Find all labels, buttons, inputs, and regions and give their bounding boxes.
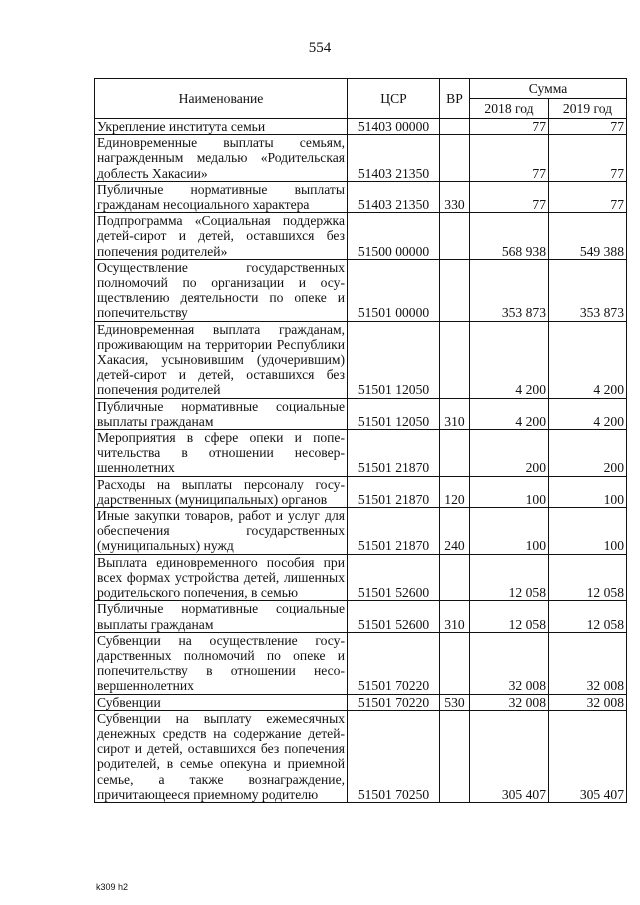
cell-name: Публичные нормативные социальные выплаты гражданам — [95, 601, 348, 632]
cell-csr: 51501 12050 — [348, 321, 440, 398]
cell-amount-2019: 305 407 — [549, 710, 627, 802]
cell-amount-2019: 77 — [549, 119, 627, 135]
cell-vr — [440, 259, 470, 321]
table-row — [95, 213, 627, 260]
cell-vr — [440, 430, 470, 477]
header-year-2018: 2018 год — [470, 99, 549, 119]
table-row — [95, 398, 627, 429]
cell-csr: 51501 52600 — [348, 554, 440, 601]
cell-amount-2019: 77 — [549, 181, 627, 212]
table-row — [95, 181, 627, 212]
cell-csr: 51501 21870 — [348, 430, 440, 477]
cell-vr — [440, 554, 470, 601]
cell-amount-2019: 12 058 — [549, 554, 627, 601]
cell-amount-2019: 4 200 — [549, 321, 627, 398]
table-row — [95, 508, 627, 555]
cell-amount-2019: 100 — [549, 476, 627, 507]
cell-amount-2018: 77 — [470, 119, 549, 135]
cell-amount-2019: 32 008 — [549, 694, 627, 710]
footer-code: k309 h2 — [96, 882, 129, 892]
cell-name: Выплата единовременного пособия при всех формах устройства детей, лишенных родительского попечения, в семью — [95, 554, 348, 601]
cell-csr: 51403 21350 — [348, 181, 440, 212]
cell-name: Осуществление государственных полномочий по организации и осуществлению деятельности по опеке и попечительству — [95, 259, 348, 321]
cell-amount-2019: 32 008 — [549, 632, 627, 694]
cell-name: Субвенции на осуществление государственных полномочий по опеке и попечительству в отношении несовершеннолетних — [95, 632, 348, 694]
cell-amount-2019: 12 058 — [549, 601, 627, 632]
cell-amount-2019: 353 873 — [549, 259, 627, 321]
cell-name: Подпрограмма «Социальная поддержка детей-сирот и детей, оставшихся без попечения родителей» — [95, 213, 348, 260]
table-row — [95, 119, 627, 135]
cell-name: Единовременная выплата гражданам, проживающим на территории Республики Хакасия, усыновившим (удочерившим) детей-сирот и детей, оставшихся без попечения родителей — [95, 321, 348, 398]
cell-vr: 310 — [440, 398, 470, 429]
cell-amount-2019: 549 388 — [549, 213, 627, 260]
cell-amount-2018: 77 — [470, 181, 549, 212]
table-row — [95, 259, 627, 321]
table-body — [95, 119, 627, 803]
cell-vr — [440, 213, 470, 260]
cell-csr: 51403 21350 — [348, 135, 440, 182]
cell-csr: 51501 21870 — [348, 476, 440, 507]
cell-amount-2018: 568 938 — [470, 213, 549, 260]
table-row — [95, 430, 627, 477]
cell-amount-2018: 4 200 — [470, 321, 549, 398]
cell-name: Субвенции на выплату ежемесячных денежных средств на содержание детей-сирот и детей, оставшихся без попечения родителей, в семье опекуна и приемной семье, а также вознаграждение, причитающееся приемному родителю — [95, 710, 348, 802]
cell-vr: 310 — [440, 601, 470, 632]
cell-csr: 51501 00000 — [348, 259, 440, 321]
cell-amount-2018: 12 058 — [470, 601, 549, 632]
cell-csr: 51403 00000 — [348, 119, 440, 135]
table-header — [95, 79, 627, 119]
cell-amount-2019: 77 — [549, 135, 627, 182]
cell-vr: 120 — [440, 476, 470, 507]
table-row — [95, 694, 627, 710]
cell-name: Иные закупки товаров, работ и услуг для обеспечения государственных (муниципальных) нужд — [95, 508, 348, 555]
cell-csr: 51501 70250 — [348, 710, 440, 802]
cell-vr — [440, 321, 470, 398]
cell-csr: 51501 12050 — [348, 398, 440, 429]
table-row — [95, 321, 627, 398]
header-sum: Сумма — [470, 79, 627, 99]
cell-amount-2018: 100 — [470, 508, 549, 555]
cell-amount-2019: 100 — [549, 508, 627, 555]
cell-amount-2019: 4 200 — [549, 398, 627, 429]
table-row — [95, 601, 627, 632]
cell-vr — [440, 632, 470, 694]
table-row — [95, 135, 627, 182]
header-name: Наименование — [95, 79, 348, 119]
cell-amount-2018: 200 — [470, 430, 549, 477]
cell-vr — [440, 119, 470, 135]
cell-vr: 240 — [440, 508, 470, 555]
table-row — [95, 632, 627, 694]
cell-csr: 51501 52600 — [348, 601, 440, 632]
cell-vr: 330 — [440, 181, 470, 212]
cell-name: Расходы на выплаты персоналу государственных (муниципальных) органов — [95, 476, 348, 507]
header-vr: ВР — [440, 79, 470, 119]
cell-amount-2018: 32 008 — [470, 694, 549, 710]
cell-amount-2018: 353 873 — [470, 259, 549, 321]
page-number: 554 — [308, 40, 332, 56]
cell-name: Публичные нормативные выплаты гражданам несоциального характера — [95, 181, 348, 212]
cell-name: Мероприятия в сфере опеки и попечительства в отношении несовершеннолетних — [95, 430, 348, 477]
cell-amount-2018: 100 — [470, 476, 549, 507]
cell-vr: 530 — [440, 694, 470, 710]
cell-name: Публичные нормативные социальные выплаты гражданам — [95, 398, 348, 429]
cell-csr: 51501 21870 — [348, 508, 440, 555]
cell-name: Единовременные выплаты семьям, награжденным медалью «Родительская доблесть Хакасии» — [95, 135, 348, 182]
header-year-2019: 2019 год — [549, 99, 627, 119]
budget-table — [94, 78, 627, 803]
cell-vr — [440, 710, 470, 802]
header-csr: ЦСР — [348, 79, 440, 119]
cell-amount-2018: 4 200 — [470, 398, 549, 429]
cell-amount-2018: 12 058 — [470, 554, 549, 601]
cell-name: Субвенции — [95, 694, 348, 710]
table-row — [95, 710, 627, 802]
cell-amount-2019: 200 — [549, 430, 627, 477]
cell-name: Укрепление института семьи — [95, 119, 348, 135]
cell-vr — [440, 135, 470, 182]
cell-csr: 51501 70220 — [348, 632, 440, 694]
cell-amount-2018: 32 008 — [470, 632, 549, 694]
cell-amount-2018: 305 407 — [470, 710, 549, 802]
table-row — [95, 554, 627, 601]
cell-csr: 51500 00000 — [348, 213, 440, 260]
cell-csr: 51501 70220 — [348, 694, 440, 710]
cell-amount-2018: 77 — [470, 135, 549, 182]
table-row — [95, 476, 627, 507]
